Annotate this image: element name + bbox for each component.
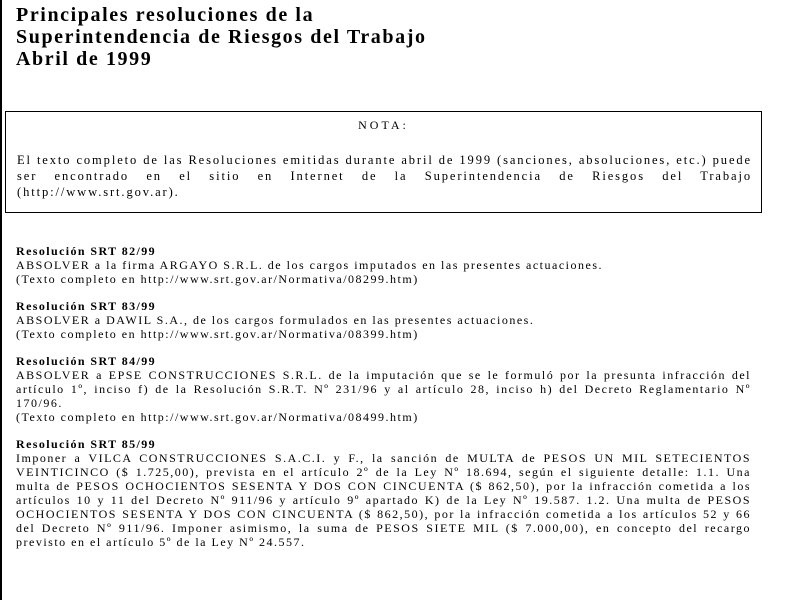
- page-title: [16, 4, 427, 70]
- resolution-title: Resolución SRT 82/99: [16, 244, 157, 258]
- resolution-title: Resolución SRT 84/99: [16, 354, 157, 368]
- resolution-title: Resolución SRT 83/99: [16, 299, 157, 313]
- resolution-item: [16, 437, 751, 549]
- title-line-1: Principales resoluciones de la: [16, 4, 315, 26]
- resolution-item: [16, 354, 751, 424]
- resolution-item: [16, 299, 751, 341]
- resolution-text: ABSOLVER a la firma ARGAYO S.R.L. de los cargos imputados en las presentes actuaciones.: [16, 258, 603, 272]
- title-line-2: Superintendencia de Riesgos del Trabajo: [16, 26, 427, 48]
- note-body: El texto completo de las Resoluciones emitidas durante abril de 1999 (sanciones, absoluciones, etc.) puede ser encontrado en el sitio en Internet de la Superintendencia de Riesgos del Trabajo (http://www.srt.gov.ar).: [17, 153, 752, 199]
- note-box: [5, 111, 762, 213]
- resolution-item: [16, 244, 751, 286]
- note-heading: NOTA:: [358, 118, 409, 132]
- resolution-link[interactable]: (Texto completo en http://www.srt.gov.ar/Normativa/08499.htm): [16, 410, 419, 424]
- resolution-text: ABSOLVER a EPSE CONSTRUCCIONES S.R.L. de la imputación que se le formuló por la presunta infracción del artículo 1º, inciso f) de la Resolución S.R.T. Nº 231/96 y al artículo 28, inciso h) del Decreto Reglamentario Nº 170/96.: [16, 368, 751, 410]
- resolution-link[interactable]: (Texto completo en http://www.srt.gov.ar/Normativa/08299.htm): [16, 272, 419, 286]
- resolutions-list: [16, 244, 751, 562]
- left-border-rule: [0, 0, 2, 600]
- resolution-text: ABSOLVER a DAWIL S.A., de los cargos formulados en las presentes actuaciones.: [16, 313, 535, 327]
- resolution-title: Resolución SRT 85/99: [16, 437, 157, 451]
- resolution-text: Imponer a VILCA CONSTRUCCIONES S.A.C.I. y F., la sanción de MULTA de PESOS UN MIL SETECIENTOS VEINTICINCO ($ 1.725,00), prevista en el artículo 2º de la Ley Nº 18.694, según el siguiente detalle: 1.1. Una multa de PESOS OCHOCIENTOS SESENTA Y DOS CON CINCUENTA ($ 862,50), por la infracción cometida a los artículos 10 y 11 del Decreto Nº 911/96 y artículo 9º apartado K) de la Ley Nº 19.587. 1.2. Una multa de PESOS OCHOCIENTOS SESENTA Y DOS CON CINCUENTA ($ 862,50), por la infracción cometida a los artículos 52 y 66 del Decreto Nº 911/96. Imponer asimismo, la suma de PESOS SIETE MIL ($ 7.000,00), en concepto del recargo previsto en el artículo 5º de la Ley Nº 24.557.: [16, 451, 751, 549]
- resolution-link[interactable]: (Texto completo en http://www.srt.gov.ar/Normativa/08399.htm): [16, 327, 419, 341]
- title-line-3: Abril de 1999: [16, 48, 153, 70]
